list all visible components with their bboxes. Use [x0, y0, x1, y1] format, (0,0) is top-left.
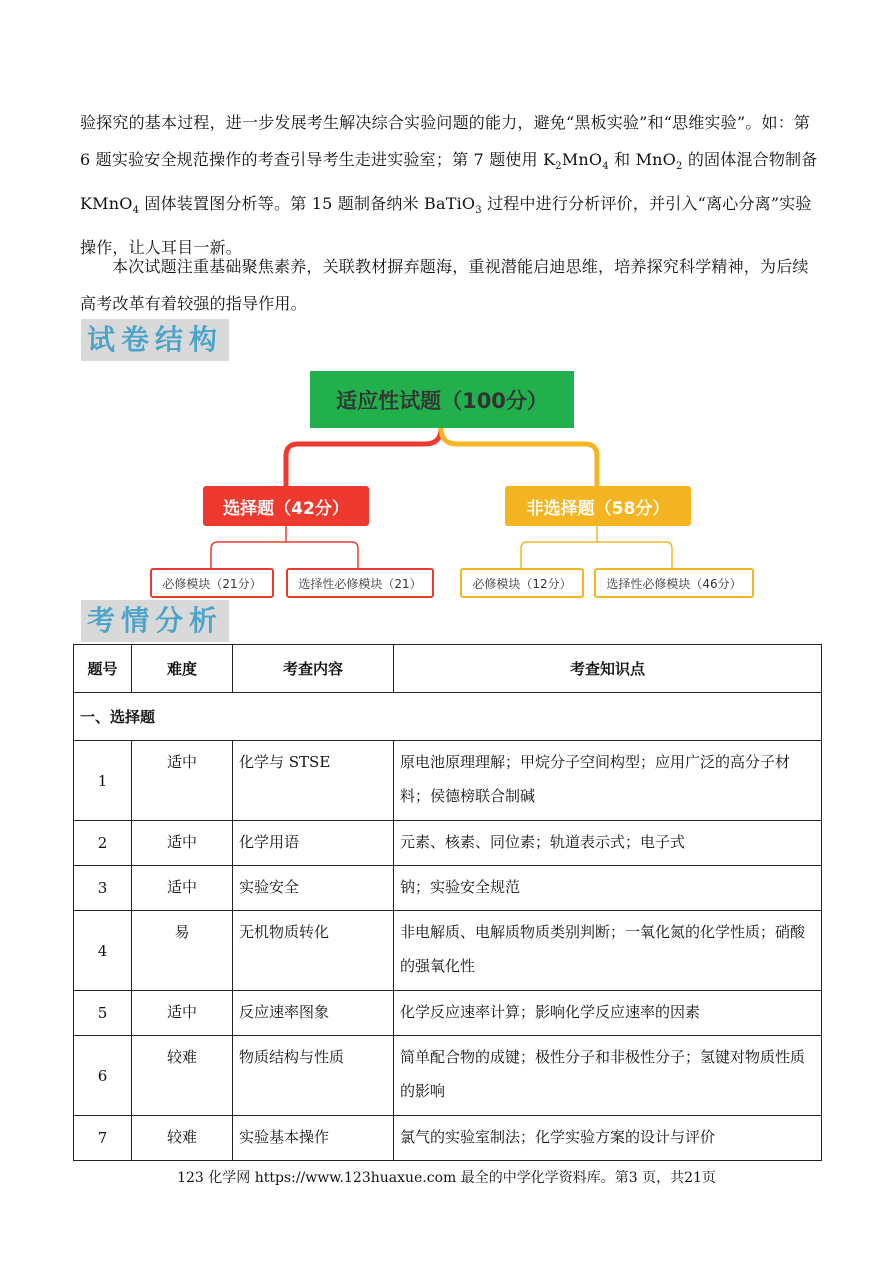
formula-mno: MnO [561, 150, 603, 169]
row-points: 氯气的实验室制法；化学实验方案的设计与评价 [394, 1116, 822, 1161]
row-content: 无机物质转化 [233, 911, 394, 991]
diagram-leaf-compulsory-choice: 必修模块（21分） [150, 568, 274, 598]
row-difficulty: 适中 [132, 991, 233, 1036]
row-difficulty: 易 [132, 911, 233, 991]
row-content: 实验基本操作 [233, 1116, 394, 1161]
formula-k: K [543, 150, 556, 169]
table-row [74, 741, 822, 821]
row-number: 5 [74, 991, 132, 1036]
row-points: 钠；实验安全规范 [394, 866, 822, 911]
formula-sub: 4 [132, 205, 140, 217]
intro-text: 过程中进行分析评价，并引入“离心分离”实验操作，让人耳目一新。 [80, 194, 812, 258]
page-footer: 123 化学网 https://www.123huaxue.com 最全的中学化学资料库。第3 页，共21页 [177, 1170, 716, 1186]
row-number: 2 [74, 821, 132, 866]
row-content: 反应速率图象 [233, 991, 394, 1036]
row-difficulty: 适中 [132, 866, 233, 911]
table-header-row [74, 645, 822, 693]
formula-sub: 3 [475, 205, 482, 217]
header-content: 考查内容 [233, 645, 394, 693]
header-knowledge: 考查知识点 [394, 645, 822, 693]
row-difficulty: 较难 [132, 1116, 233, 1161]
formula-mno: MnO [635, 150, 676, 169]
formula-sub: 2 [555, 161, 562, 173]
header-number: 题号 [74, 645, 132, 693]
row-number: 6 [74, 1036, 132, 1116]
section-title-analysis: 考情分析 [81, 600, 229, 642]
table-row [74, 991, 822, 1036]
diagram-leaf-compulsory-nonchoice: 必修模块（12分） [460, 568, 584, 598]
row-difficulty: 适中 [132, 821, 233, 866]
diagram-leaf-elective-choice: 选择性必修模块（21） [286, 568, 434, 598]
table-row [74, 911, 822, 991]
table-group-row [74, 693, 822, 741]
row-points: 元素、核素、同位素；轨道表示式；电子式 [394, 821, 822, 866]
row-number: 7 [74, 1116, 132, 1161]
row-number: 3 [74, 866, 132, 911]
diagram-nonchoice-node: 非选择题（58分） [505, 486, 691, 526]
row-points: 化学反应速率计算；影响化学反应速率的因素 [394, 991, 822, 1036]
row-points: 非电解质、电解质物质类别判断；一氧化氮的化学性质；硝酸的强氧化性 [394, 911, 822, 991]
row-difficulty: 适中 [132, 741, 233, 821]
table-row [74, 866, 822, 911]
row-content: 物质结构与性质 [233, 1036, 394, 1116]
formula-sub: 4 [602, 161, 609, 173]
table-row [74, 1116, 822, 1161]
row-number: 1 [74, 741, 132, 821]
intro-paragraph-1 [80, 104, 820, 266]
diagram-leaf-elective-nonchoice: 选择性必修模块（46分） [594, 568, 754, 598]
row-content: 化学用语 [233, 821, 394, 866]
row-difficulty: 较难 [132, 1036, 233, 1116]
diagram-choice-node: 选择题（42分） [203, 486, 369, 526]
intro-text: 固体装置图分析等。第 15 题制备纳米 [139, 194, 425, 214]
row-content: 化学与 STSE [233, 741, 394, 821]
intro-paragraph-2: 本次试题注重基础聚焦素养，关联教材摒弃题海，重视潜能启迪思维，培养探究科学精神，为后续高考改革有着较强的指导作用。 [80, 257, 809, 313]
formula-kmno: KMnO [80, 194, 133, 214]
table-row [74, 821, 822, 866]
row-number: 4 [74, 911, 132, 991]
section-title-structure: 试卷结构 [81, 319, 229, 361]
formula-batio: BaTiO [424, 194, 476, 214]
row-content: 实验安全 [233, 866, 394, 911]
analysis-table [73, 644, 822, 1161]
diagram-root-node: 适应性试题（100分） [310, 371, 574, 428]
row-points: 原电池原理理解；甲烷分子空间构型；应用广泛的高分子材料；侯德榜联合制碱 [394, 741, 822, 821]
row-points: 简单配合物的成键；极性分子和非极性分子；氢键对物质性质的影响 [394, 1036, 822, 1116]
group-label: 一、选择题 [74, 693, 822, 741]
structure-diagram [0, 360, 893, 600]
header-difficulty: 难度 [132, 645, 233, 693]
formula-sub: 2 [675, 161, 683, 173]
intro-text: 的固体混合物制备 [682, 150, 818, 169]
table-row [74, 1036, 822, 1116]
intro-text: 验探究的基本过程，进一步发展考生解决综合实验问题的能力，避免“黑板实验”和“思维实验”。如：第 6 题实验安全规范操作的考查引导考生走进实验室；第 7 题使用 [80, 113, 811, 169]
intro-text: 和 [608, 150, 636, 169]
